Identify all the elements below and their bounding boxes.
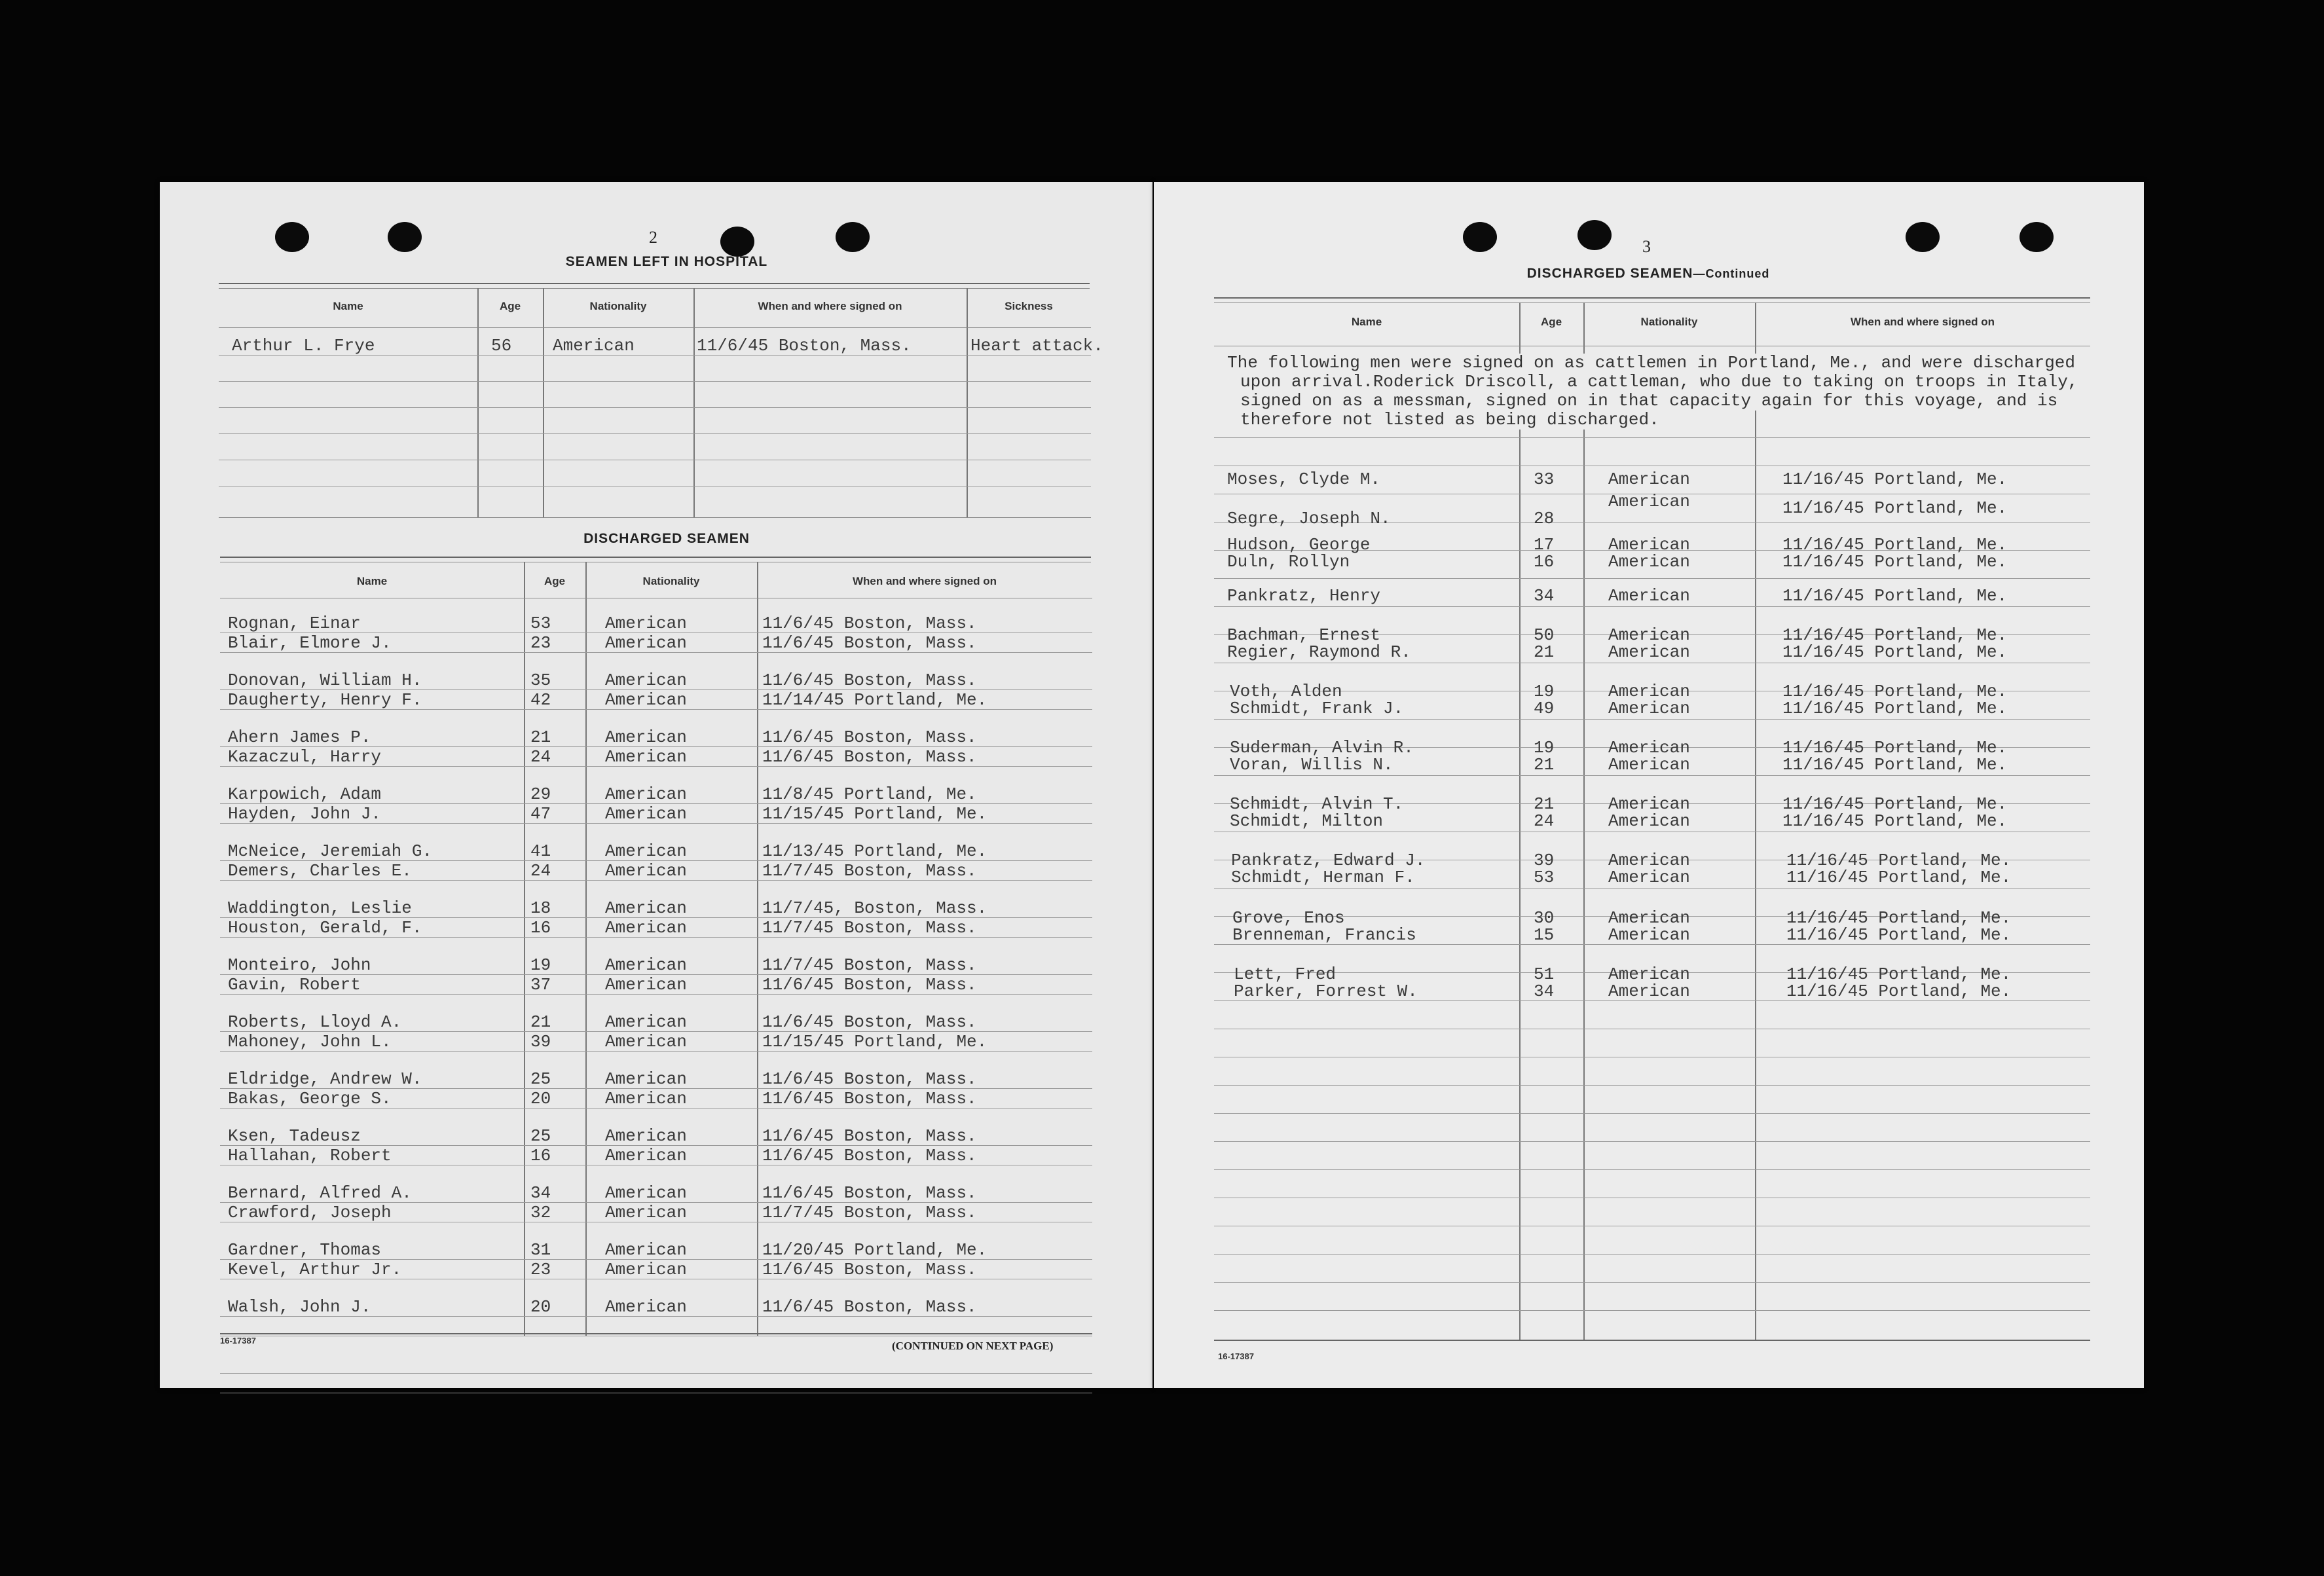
column-divider [967,288,968,517]
note-line: upon arrival.Roderick Driscoll, a cattleman, who due to taking on troops in Italy, [1240,372,2078,392]
cell-name: Karpowich, Adam [228,784,382,804]
rule [219,283,1090,284]
rule [220,557,1091,558]
cell-nationality: American [553,336,635,356]
cell-signed: 11/16/45 Portland, Me. [1782,469,2008,489]
form-number: 16-17387 [220,1336,256,1346]
cell-signed: 11/6/45 Boston, Mass. [762,1089,977,1109]
cell-age: 23 [530,1260,551,1279]
cell-name: Pankratz, Henry [1227,586,1381,606]
cell-age: 47 [530,804,551,824]
cell-name: Houston, Gerald, F. [228,918,422,938]
cell-age: 24 [1534,811,1555,831]
cell-signed: 11/16/45 Portland, Me. [1786,925,2012,945]
row-line [220,917,1092,918]
cell-signed: 11/6/45 Boston, Mass. [762,975,977,995]
note-line: therefore not listed as being discharged. [1240,410,1659,430]
cell-age: 51 [1534,964,1555,984]
cell-nationality: American [605,975,687,995]
rule [219,288,1090,289]
cell-age: 32 [530,1203,551,1222]
cell-nationality: American [1608,925,1690,945]
cell-nationality: American [605,1297,687,1317]
punch-hole [388,222,422,252]
rule [1214,1340,2090,1341]
row-line [220,823,1092,824]
cell-name: Ksen, Tadeusz [228,1126,361,1146]
column-header: When and where signed on [1850,316,1995,328]
cell-name: Gardner, Thomas [228,1240,382,1260]
cell-name: Gavin, Robert [228,975,361,995]
cell-nationality: American [605,633,687,653]
cell-age: 16 [530,1146,551,1165]
cell-age: 56 [491,336,512,356]
cell-signed: 11/6/45 Boston, Mass. [762,1126,977,1146]
cell-signed: 11/6/45 Boston, Mass. [762,614,977,633]
cell-nationality: American [1608,642,1690,662]
row-line [220,1108,1092,1109]
cell-nationality: American [605,1240,687,1260]
rule [219,517,1091,518]
cell-nationality: American [605,690,687,710]
page-number: 2 [649,228,657,247]
left-page [160,182,1153,1388]
cell-age: 33 [1534,469,1555,489]
cell-age: 19 [1534,682,1555,701]
cell-signed: 11/7/45, Boston, Mass. [762,898,987,918]
cell-name: Waddington, Leslie [228,898,412,918]
cell-nationality: American [1608,625,1690,645]
cell-name: Daugherty, Henry F. [228,690,422,710]
cell-signed: 11/7/45 Boston, Mass. [762,955,977,975]
row-line [1214,1085,2090,1086]
hospital-title: SEAMEN LEFT IN HOSPITAL [565,254,768,269]
row-line [220,1316,1092,1317]
column-header: Sickness [1005,300,1053,312]
cell-age: 24 [530,861,551,881]
column-header: Age [544,575,566,587]
row-line [220,766,1092,767]
cell-age: 49 [1534,699,1555,718]
form-number: 16-17387 [1218,1351,1254,1361]
row-line [1214,888,2090,889]
cell-age: 23 [530,633,551,653]
cell-name: Brenneman, Francis [1232,925,1416,945]
cell-age: 53 [1534,868,1555,887]
cell-nationality: American [1608,868,1690,887]
cell-nationality: American [605,1183,687,1203]
page-number: 3 [1642,237,1651,256]
cell-name: Roberts, Lloyd A. [228,1012,402,1032]
column-header: Age [1540,316,1562,328]
right-page [1154,182,2144,1388]
cell-name: Kevel, Arthur Jr. [228,1260,402,1279]
cell-signed: 11/16/45 Portland, Me. [1782,755,2008,775]
column-header: Age [499,300,521,312]
column-divider [524,562,525,1336]
cell-age: 19 [1534,738,1555,758]
cell-name: Hayden, John J. [228,804,382,824]
cell-signed: 11/16/45 Portland, Me. [1782,811,2008,831]
cell-name: Schmidt, Herman F. [1231,868,1415,887]
cell-signed: 11/16/45 Portland, Me. [1782,794,2008,814]
cell-name: Kazaczul, Harry [228,747,382,767]
cell-signed: 11/16/45 Portland, Me. [1782,699,2008,718]
column-header: Name [356,575,388,587]
cell-name: Schmidt, Alvin T. [1230,794,1404,814]
column-header: Name [1351,316,1382,328]
row-line [220,1145,1092,1146]
cell-nationality: American [605,727,687,747]
punch-hole [1577,220,1612,250]
cell-age: 35 [530,670,551,690]
cell-nationality: American [1608,699,1690,718]
column-divider [693,288,695,517]
cell-sickness: Heart attack. [970,336,1103,356]
row-line [220,709,1092,710]
rule [219,327,1091,328]
cell-signed: 11/7/45 Boston, Mass. [762,918,977,938]
cell-signed: 11/16/45 Portland, Me. [1782,625,2008,645]
punch-hole [275,222,309,252]
column-header: Nationality [1640,316,1698,328]
cell-signed: 11/6/45 Boston, Mass. [762,1260,977,1279]
cell-age: 17 [1534,535,1555,555]
cell-nationality: American [1608,908,1690,928]
cell-signed: 11/16/45 Portland, Me. [1782,552,2008,572]
row-line [220,652,1092,653]
cell-signed: 11/6/45 Boston, Mass. [762,670,977,690]
row-line [220,632,1092,633]
cell-nationality: American [605,784,687,804]
cell-nationality: American [1608,682,1690,701]
cell-nationality: American [1608,738,1690,758]
cell-age: 20 [530,1089,551,1109]
cell-name: Parker, Forrest W. [1234,981,1418,1001]
title-main: DISCHARGED SEAMEN [1526,266,1693,281]
cell-age: 19 [530,955,551,975]
row-line [220,689,1092,690]
cell-nationality: American [605,918,687,938]
row-line [220,1031,1092,1032]
cell-age: 21 [1534,794,1555,814]
cell-signed: 11/6/45 Boston, Mass. [762,633,977,653]
row-line [219,381,1091,382]
cell-name: Arthur L. Frye [232,336,375,356]
cell-age: 53 [530,614,551,633]
cell-name: Schmidt, Milton [1230,811,1384,831]
row-line [1214,1169,2090,1170]
row-line [219,407,1091,408]
cell-age: 34 [530,1183,551,1203]
punch-hole [720,227,754,257]
cell-age: 37 [530,975,551,995]
cell-age: 25 [530,1069,551,1089]
cell-nationality: American [1608,469,1690,489]
cell-signed: 11/16/45 Portland, Me. [1782,738,2008,758]
row-line [1214,719,2090,720]
cell-age: 41 [530,841,551,861]
cell-age: 16 [1534,552,1555,572]
cell-name: Segre, Joseph N. [1227,509,1391,528]
cell-name: Bachman, Ernest [1227,625,1381,645]
cell-name: Mahoney, John L. [228,1032,392,1052]
row-line [220,1088,1092,1089]
row-line [1214,1113,2090,1114]
cell-age: 28 [1534,509,1555,528]
row-line [1214,1310,2090,1311]
cell-nationality: American [605,804,687,824]
cell-nationality: American [605,955,687,975]
rule [1214,302,2090,303]
column-divider [543,288,544,517]
note-line: signed on as a messman, signed on in that capacity again for this voyage, and is [1240,391,2058,411]
cell-name: Eldridge, Andrew W. [228,1069,422,1089]
cell-signed: 11/16/45 Portland, Me. [1782,535,2008,555]
cell-nationality: American [605,1012,687,1032]
cell-age: 24 [530,747,551,767]
cell-nationality: American [1608,981,1690,1001]
cell-signed: 11/16/45 Portland, Me. [1786,981,2012,1001]
cell-signed: 11/20/45 Portland, Me. [762,1240,987,1260]
cell-nationality: American [1608,794,1690,814]
cell-signed: 11/6/45 Boston, Mass. [762,727,977,747]
column-header: Nationality [589,300,647,312]
cell-signed: 11/8/45 Portland, Me. [762,784,977,804]
row-line [220,1259,1092,1260]
cell-age: 31 [530,1240,551,1260]
cell-signed: 11/15/45 Portland, Me. [762,804,987,824]
cell-signed: 11/6/45 Boston, Mass. [762,1012,977,1032]
discharged-title: DISCHARGED SEAMEN [583,531,750,546]
row-line [220,1373,1092,1374]
cell-name: Ahern James P. [228,727,371,747]
row-line [1214,578,2090,579]
cell-name: Grove, Enos [1232,908,1345,928]
title-suffix: —Continued [1693,267,1770,280]
cell-age: 21 [1534,755,1555,775]
punch-hole [1463,222,1497,252]
row-line [220,937,1092,938]
punch-hole [2020,222,2054,252]
column-divider [757,562,758,1336]
punch-hole [1906,222,1940,252]
cell-name: Moses, Clyde M. [1227,469,1381,489]
cell-name: Walsh, John J. [228,1297,371,1317]
cell-name: Bernard, Alfred A. [228,1183,412,1203]
cell-age: 50 [1534,625,1555,645]
row-line [1214,1282,2090,1283]
cell-nationality: American [605,1069,687,1089]
cell-nationality: American [1608,811,1690,831]
column-header: Nationality [642,575,700,587]
cell-nationality: American [605,861,687,881]
cell-signed: 11/6/45 Boston, Mass. [697,336,912,356]
cell-age: 21 [530,1012,551,1032]
cell-name: Hudson, George [1227,535,1371,555]
cell-age: 20 [530,1297,551,1317]
row-line [1214,775,2090,776]
cell-nationality: American [605,1089,687,1109]
row-line [1214,1254,2090,1255]
column-header: When and where signed on [852,575,997,587]
cell-signed: 11/6/45 Boston, Mass. [762,1069,977,1089]
cell-age: 21 [1534,642,1555,662]
cell-name: Voth, Alden [1230,682,1342,701]
column-divider [477,288,479,517]
column-divider [1583,302,1585,1341]
cell-nationality: American [605,1126,687,1146]
cell-signed: 11/16/45 Portland, Me. [1786,908,2012,928]
cell-age: 29 [530,784,551,804]
cell-age: 34 [1534,981,1555,1001]
cell-name: Hallahan, Robert [228,1146,392,1165]
row-line [220,803,1092,804]
cell-name: McNeice, Jeremiah G. [228,841,433,861]
note-line: The following men were signed on as cattlemen in Portland, Me., and were discharged [1227,353,2076,373]
cell-name: Demers, Charles E. [228,861,412,881]
cell-age: 16 [530,918,551,938]
row-line [220,1051,1092,1052]
continued-note: (CONTINUED ON NEXT PAGE) [892,1340,1054,1352]
cell-nationality: American [1608,535,1690,555]
cell-signed: 11/6/45 Boston, Mass. [762,1146,977,1165]
cell-nationality: American [605,841,687,861]
cell-nationality: American [605,1146,687,1165]
cell-name: Pankratz, Edward J. [1231,851,1426,870]
cell-nationality: American [605,1203,687,1222]
cell-nationality: American [605,747,687,767]
cell-signed: 11/6/45 Boston, Mass. [762,747,977,767]
punch-hole [836,222,870,252]
row-line [220,994,1092,995]
cell-signed: 11/16/45 Portland, Me. [1786,851,2012,870]
cell-signed: 11/13/45 Portland, Me. [762,841,987,861]
cell-name: Regier, Raymond R. [1227,642,1411,662]
cell-name: Schmidt, Frank J. [1230,699,1404,718]
cell-signed: 11/16/45 Portland, Me. [1782,586,2008,606]
cell-signed: 11/16/45 Portland, Me. [1782,498,2008,518]
cell-signed: 11/16/45 Portland, Me. [1782,642,2008,662]
cell-signed: 11/16/45 Portland, Me. [1782,682,2008,701]
cell-age: 39 [1534,851,1555,870]
row-line [219,433,1091,434]
rule [220,1333,1092,1334]
cell-signed: 11/15/45 Portland, Me. [762,1032,987,1052]
cell-name: Monteiro, John [228,955,371,975]
cell-age: 42 [530,690,551,710]
cell-nationality: American [1608,492,1690,511]
cell-name: Blair, Elmore J. [228,633,392,653]
cell-nationality: American [605,670,687,690]
cell-nationality: American [605,898,687,918]
cell-nationality: American [1608,964,1690,984]
cell-nationality: American [605,614,687,633]
cell-age: 25 [530,1126,551,1146]
column-header: Name [333,300,363,312]
cell-name: Voran, Willis N. [1230,755,1393,775]
row-line [220,974,1092,975]
cell-name: Lett, Fred [1234,964,1337,984]
rule [1214,297,2090,299]
cell-nationality: American [1608,586,1690,606]
cell-name: Donovan, William H. [228,670,422,690]
discharged-continued-title [1501,266,1796,282]
cell-signed: 11/7/45 Boston, Mass. [762,1203,977,1222]
cell-name: Bakas, George S. [228,1089,392,1109]
cell-nationality: American [605,1032,687,1052]
row-line [220,880,1092,881]
cell-name: Suderman, Alvin R. [1230,738,1414,758]
cell-nationality: American [605,1260,687,1279]
cell-name: Crawford, Joseph [228,1203,392,1222]
row-line [1214,437,2090,438]
row-line [1214,606,2090,607]
cell-signed: 11/16/45 Portland, Me. [1786,964,2012,984]
column-divider [585,562,587,1336]
cell-name: Rognan, Einar [228,614,361,633]
column-divider [1755,302,1756,1341]
cell-nationality: American [1608,755,1690,775]
cell-signed: 11/6/45 Boston, Mass. [762,1297,977,1317]
row-line [220,1202,1092,1203]
column-divider [1519,302,1521,1341]
cell-age: 18 [530,898,551,918]
row-line [1214,1141,2090,1142]
cell-name: Duln, Rollyn [1227,552,1350,572]
cell-age: 39 [530,1032,551,1052]
cell-signed: 11/16/45 Portland, Me. [1786,868,2012,887]
cell-age: 21 [530,727,551,747]
cell-nationality: American [1608,851,1690,870]
cell-nationality: American [1608,552,1690,572]
cell-signed: 11/14/45 Portland, Me. [762,690,987,710]
cell-age: 34 [1534,586,1555,606]
row-line [220,860,1092,861]
cell-age: 30 [1534,908,1555,928]
row-line [220,746,1092,747]
column-header: When and where signed on [758,300,902,312]
cell-age: 15 [1534,925,1555,945]
cell-signed: 11/6/45 Boston, Mass. [762,1183,977,1203]
cell-signed: 11/7/45 Boston, Mass. [762,861,977,881]
